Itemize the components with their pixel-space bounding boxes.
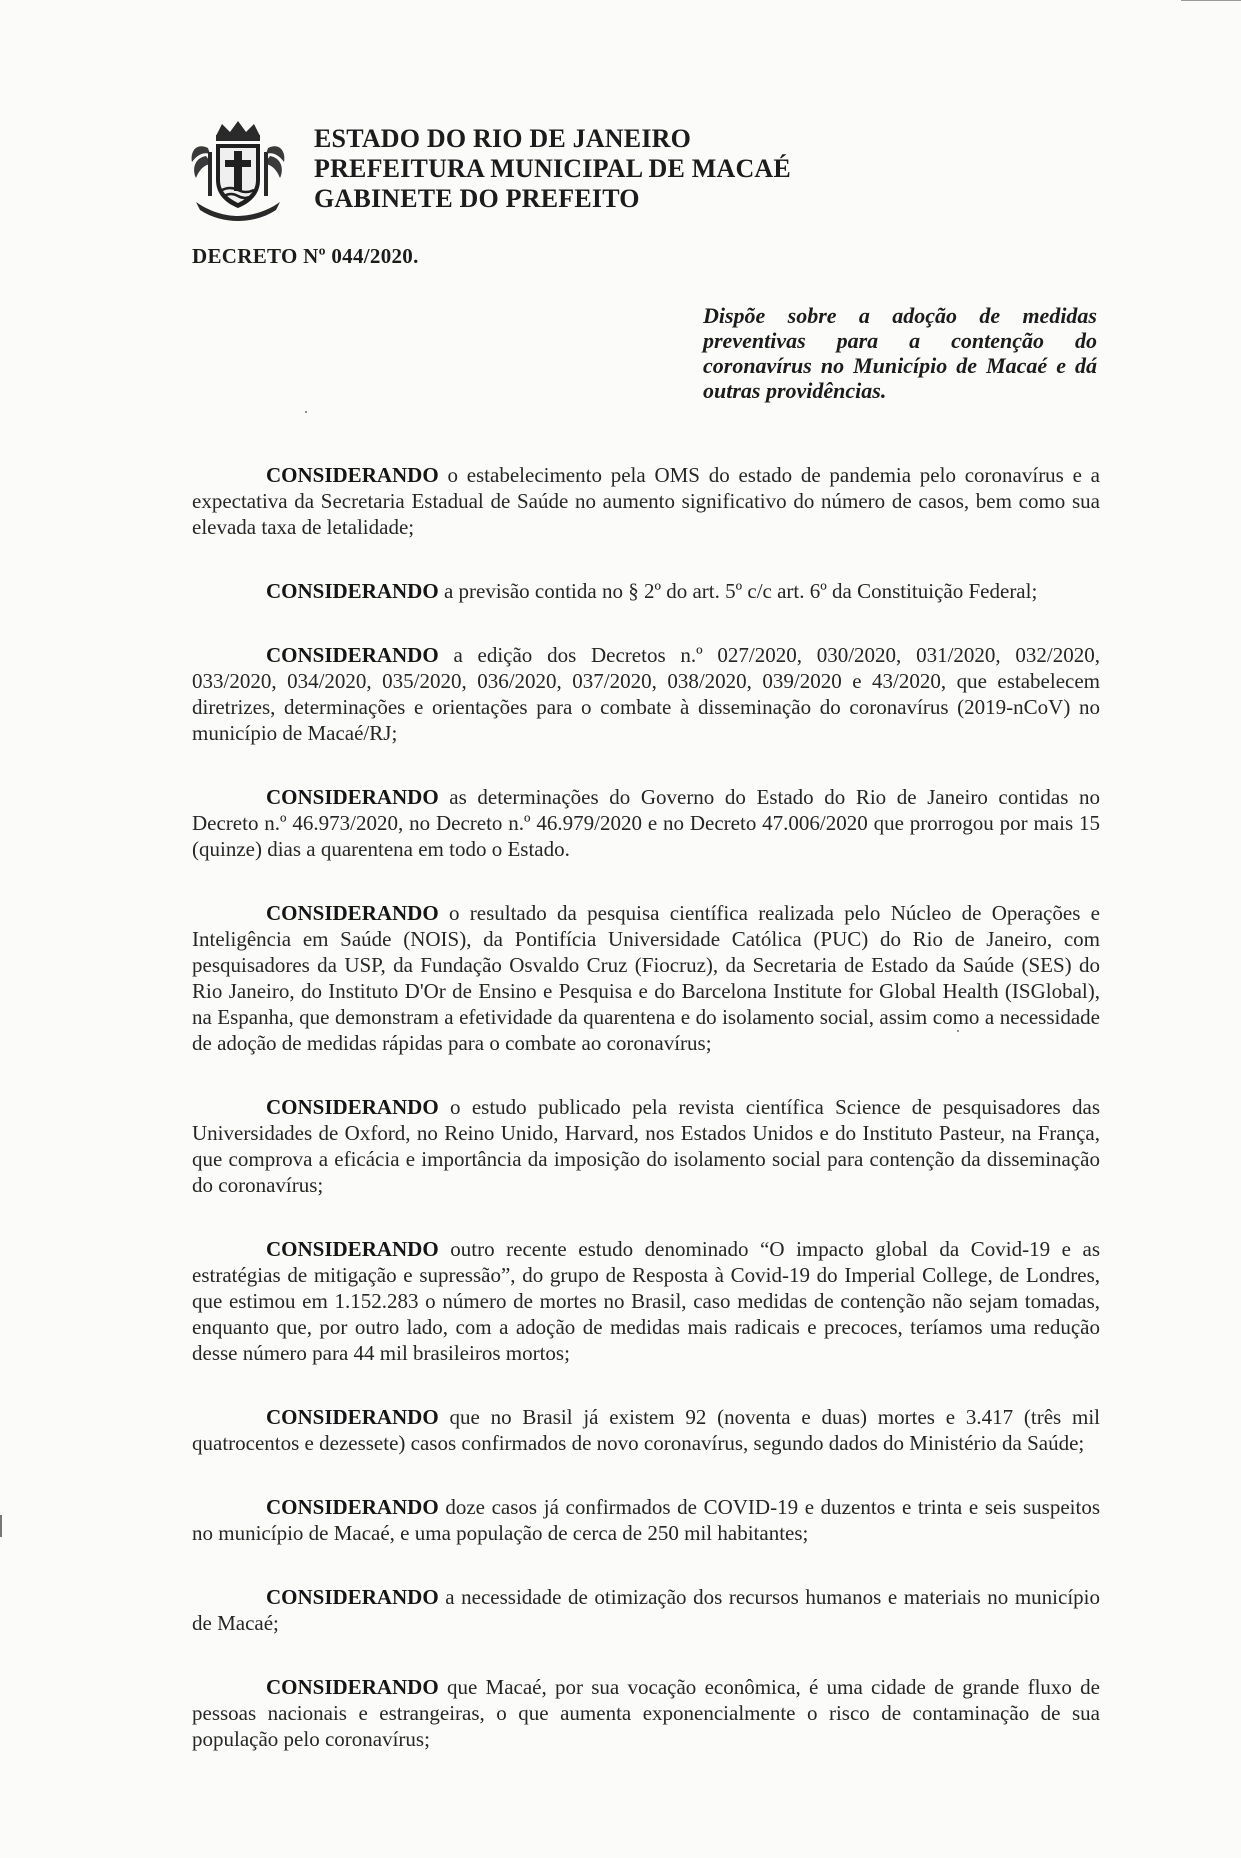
paragraph-text: outro recente estudo denominado “O impacto global da Covid-19 e as estratégias de mitigação e supressão”, do grupo de Resposta à Covid-19 do Imperial College, de Londres, que estimou em 1.152.283 o número de mortes no Brasil, caso medidas de contenção não sejam tomadas, enquanto que, por outro lado, com a adoção de medidas mais radicais e precoces, teríamos uma redução desse número para 44 mil brasileiros mortos; [192,1237,1100,1365]
decree-body [192,462,1100,1790]
letterhead-office: GABINETE DO PREFEITO [314,184,640,213]
scan-speck [305,411,307,413]
keyword: CONSIDERANDO [266,1095,439,1119]
letterhead-text [314,124,791,214]
paragraph-text: o estudo publicado pela revista científica Science de pesquisadores das Universidades de Oxford, no Reino Unido, Harvard, nos Estados Unidos e do Instituto Pasteur, na França, que comprova a eficácia e importância da imposição do isolamento social para contenção da disseminação do coronavírus; [192,1095,1100,1197]
keyword: CONSIDERANDO [266,1585,439,1609]
paragraph-text: a necessidade de otimização dos recursos humanos e materiais no município de Macaé; [192,1585,1100,1635]
paragraph [192,642,1100,746]
keyword: CONSIDERANDO [266,463,439,487]
keyword: CONSIDERANDO [266,785,439,809]
paragraph-text: doze casos já confirmados de COVID-19 e duzentos e trinta e seis suspeitos no município de Macaé, e uma população de cerca de 250 mil habitantes; [192,1495,1100,1545]
decree-summary: Dispõe sobre a adoção de medidas preventivas para a contenção do coronavírus no Município de Macaé e dá outras providências. [703,303,1097,403]
letterhead [186,118,886,228]
keyword: CONSIDERANDO [266,579,439,603]
keyword: CONSIDERANDO [266,1495,439,1519]
paragraph [192,1674,1100,1752]
paragraph [192,900,1100,1056]
municipal-coat-of-arms-icon [186,118,290,222]
paragraph-text: o resultado da pesquisa científica realizada pelo Núcleo de Operações e Inteligência em Saúde (NOIS), da Pontifícia Universidade Católica (PUC) do Rio de Janeiro, com pesquisadores da USP, da Fundação Osvaldo Cruz (Fiocruz), da Secretaria de Estado da Saúde (SES) do Rio Janeiro, do Instituto D'Or de Ensino e Pesquisa e do Barcelona Institute for Global Health (ISGlobal), na Espanha, que demonstram a efetividade da quarentena e do isolamento social, assim como a necessidade de adoção de medidas rápidas para o combate ao coronavírus; [192,901,1100,1055]
decree-number: DECRETO Nº 044/2020. [192,244,419,268]
paragraph [192,578,1100,604]
keyword: CONSIDERANDO [266,1405,439,1429]
paragraph [192,1236,1100,1366]
paragraph [192,462,1100,540]
scan-edge-mark [1181,0,1241,1]
paragraph-text: as determinações do Governo do Estado do Rio de Janeiro contidas no Decreto n.º 46.973/2020, no Decreto n.º 46.979/2020 e no Decreto 47.006/2020 que prorrogou por mais 15 (quinze) dias a quarentena em todo o Estado. [192,785,1100,861]
letterhead-city-hall: PREFEITURA MUNICIPAL DE MACAÉ [314,154,791,183]
paragraph-text: que Macaé, por sua vocação econômica, é uma cidade de grande fluxo de pessoas nacionais e estrangeiras, o que aumenta exponencialmente o risco de contaminação de sua população pelo coronavírus; [192,1675,1100,1751]
paragraph-text: a edição dos Decretos n.º 027/2020, 030/2020, 031/2020, 032/2020, 033/2020, 034/2020, 035/2020, 036/2020, 037/2020, 038/2020, 039/2020 e 43/2020, que estabelecem diretrizes, determinações e orientações para o combate à disseminação do coronavírus (2019-nCoV) no município de Macaé/RJ; [192,643,1100,745]
keyword: CONSIDERANDO [266,643,439,667]
paragraph-text: que no Brasil já existem 92 (noventa e duas) mortes e 3.417 (três mil quatrocentos e dezessete) casos confirmados de novo coronavírus, segundo dados do Ministério da Saúde; [192,1405,1100,1455]
paragraph [192,1094,1100,1198]
letterhead-state: ESTADO DO RIO DE JANEIRO [314,124,692,153]
paragraph [192,1584,1100,1636]
keyword: CONSIDERANDO [266,901,439,925]
paragraph [192,1494,1100,1546]
paragraph [192,784,1100,862]
scan-edge-mark-left [0,1515,2,1537]
paragraph-text: o estabelecimento pela OMS do estado de pandemia pelo coronavírus e a expectativa da Secretaria Estadual de Saúde no aumento significativo do número de casos, bem como sua elevada taxa de letalidade; [192,463,1100,539]
keyword: CONSIDERANDO [266,1237,439,1261]
paragraph [192,1404,1100,1456]
paragraph-text: a previsão contida no § 2º do art. 5º c/c art. 6º da Constituição Federal; [438,579,1038,603]
keyword: CONSIDERANDO [266,1675,439,1699]
